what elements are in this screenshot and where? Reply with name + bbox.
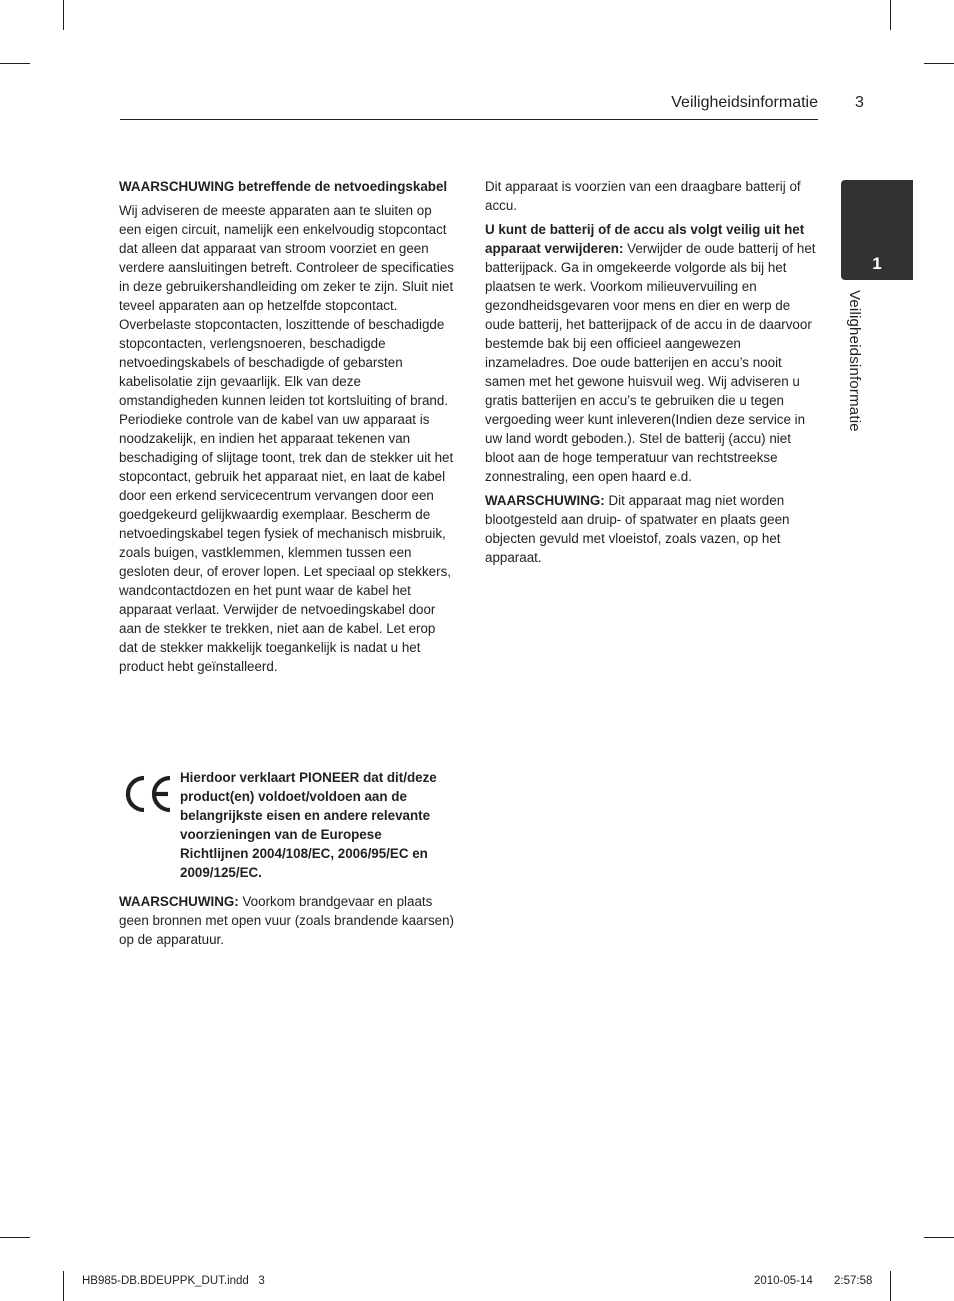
power-cord-warning-heading: WAARSCHUWING betreffende de netvoedingskabel [119,179,448,194]
right-column [485,177,821,572]
running-header-title: Veiligheidsinformatie [671,94,818,111]
footer-date: 2010-05-14 [754,1275,813,1287]
chapter-tab [841,180,913,280]
fire-warning-text: Voorkom brandgevaar en plaats geen bronnen met open vuur (zoals brandende kaarsen) op de apparatuur. [119,894,454,947]
header-rule [120,119,818,120]
page-number: 3 [855,94,864,111]
water-warning-label: WAARSCHUWING: [485,493,605,508]
ce-mark-icon [122,774,174,814]
battery-removal-text: Verwijder de oude batterij of het batterijpack. Ga in omgekeerde volgorde als bij het plaatsen te werk. Voorkom milieuvervuiling en gezondheidsgevaren voor mens en dier en werp de oude batterij, het batterijpack of de accu in de daarvoor bestemde bak bij een officieel aangewezen inzameladres. Doe oude batterijen en accu’s nooit samen met het gewone huisvuil weg. Wij adviseren u gratis batterijen en accu’s te gebruiken die u tegen vergoeding weer kunt inleveren(Indien deze service in uw land wordt geboden.). Stel de batterij (accu) niet bloot aan de hoge temperatuur van rechtstreekse zonnestraling, een open haard e.d. [485,241,816,484]
ce-declaration: Hierdoor verklaart PIONEER dat dit/deze product(en) voldoet/voldoen aan de belangrijkste eisen en andere relevante voorzieningen van de Europese Richtlijnen 2004/108/EC, 2006/95/EC en 2009/125/EC. [180,770,437,880]
battery-removal-heading: U kunt de batterij of de accu als volgt veilig uit het apparaat verwijderen: [485,222,805,256]
footer-filename: HB985-DB.BDEUPPK_DUT.indd 3 [82,1275,265,1287]
fire-warning-label: WAARSCHUWING: [119,894,239,909]
chapter-side-label: Veiligheidsinformatie [846,290,863,432]
battery-intro: Dit apparaat is voorzien van een draagbare batterij of accu. [485,179,801,213]
fire-warning [119,892,455,954]
power-cord-warning-body: Wij adviseren de meeste apparaten aan te sluiten op een eigen circuit, namelijk een enkelvoudig stopcontact dat alleen dat apparaat van stroom voorziet en geen verdere aansluitingen betreft. Controleer de specificaties in deze gebruikershandleiding om zeker te zijn. Sluit niet teveel apparaten aan op hetzelfde stopcontact. Overbelaste stopcontacten, loszittende of beschadigde stopcontacten, verlengsnoeren, beschadigde netvoedingskabels of beschadigde of gebarsten kabelisolatie zijn gevaarlijk. Elk van deze omstandigheden kunnen leiden tot kortsluiting of brand. Periodieke controle van de kabel van uw apparaat is noodzakelijk, en indien het apparaat tekenen van beschadiging of slijtage toont, trek dan de stekker uit het stopcontact, gebruik het apparaat niet, en laat de kabel door een erkend servicecentrum vervangen door een goedgekeurd gelijkwaardig exemplaar. Bescherm de netvoedingskabel tegen fysiek of mechanisch misbruik, zoals buigen, vastklemmen, klemmen tussen een gesloten deur, of erover lopen. Let speciaal op stekkers, wandcontactdozen en het punt waar de kabel het apparaat verlaat. Verwijder de netvoedingskabel door aan de stekker te trekken, niet aan de kabel. Let erop dat de stekker makkelijk toegankelijk is nadat u het product hebt geïnstalleerd. [119,203,454,674]
crop-mark-bottom-left [63,1271,64,1301]
left-column [119,177,455,681]
chapter-number: 1 [872,254,882,273]
crop-mark-bottom-right [890,1271,891,1301]
footer-time: 2:57:58 [834,1275,873,1287]
crop-mark-bottom-right-h [924,1237,954,1238]
crop-mark-bottom-left-h [0,1237,30,1238]
water-warning-text: Dit apparaat mag niet worden blootgesteld aan druip- of spatwater en plaats geen objecten gevuld met vloeistof, zoals vazen, op het apparaat. [485,493,790,565]
crop-mark-top-left [63,0,64,30]
crop-mark-top-right-h [924,63,954,64]
crop-mark-top-left-h [0,63,30,64]
crop-mark-top-right [890,0,891,30]
